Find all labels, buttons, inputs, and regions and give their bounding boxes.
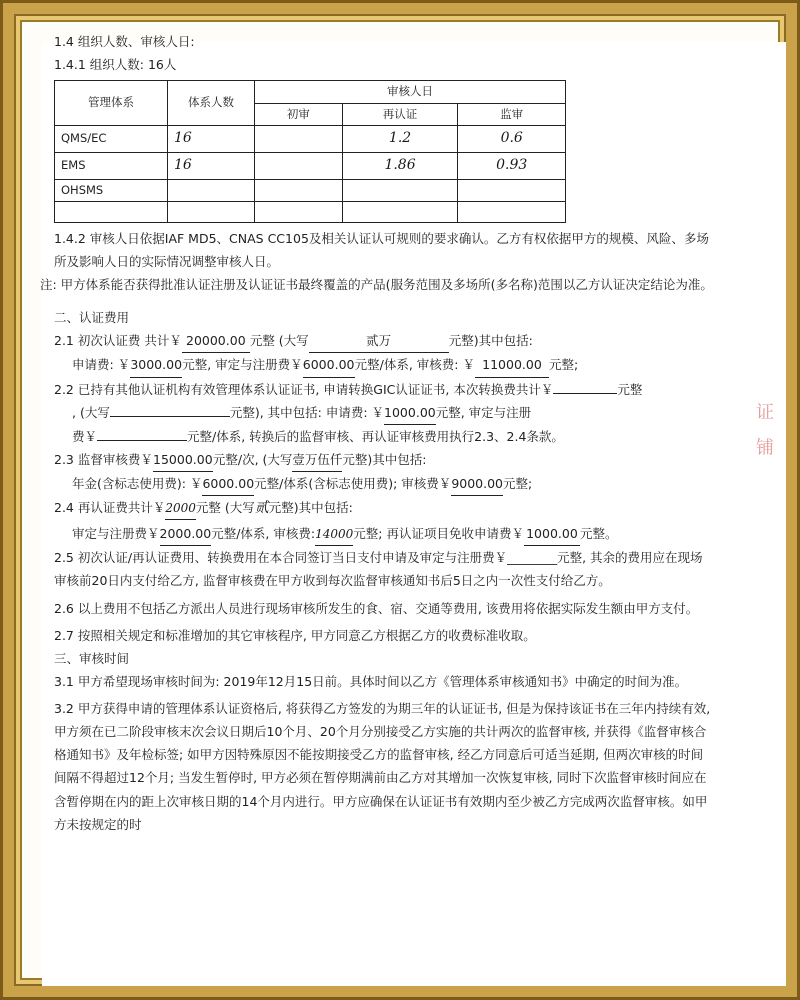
cell-initial xyxy=(255,201,343,222)
filled-value: 11000.00 xyxy=(475,353,549,377)
paragraph-2-3-detail xyxy=(54,472,714,496)
filled-value: 壹万伍仟 xyxy=(292,448,342,472)
text: 元整 (大写 xyxy=(195,500,255,516)
cell-initial xyxy=(255,125,343,152)
th-recert: 再认证 xyxy=(342,103,458,125)
blank-field xyxy=(110,416,230,417)
text: 元整/体系, 转换后的监督审核、再认证审核费用执行2.3、2.4条款。 xyxy=(187,428,564,444)
paragraph-3-2: 3.2 甲方获得申请的管理体系认证资格后, 将获得乙方签发的为期三年的认证证书, 但是为保持该证书在三年内持续有效, 甲方须在已二阶段审核末次会议日期后10个月、20个月分别接受乙方实施的共计两次的监督审核, 并获得《监督审核合格通知书》及年检标签; 如甲方因特殊原因不能按期接受乙方的监督审核, 经乙方同意后可适当延期, 但两次审核的时间间隔不得超过12个月; 当发生暂停时, 甲方必须在暂停期满前由乙方对其增加一次恢复审核, 同时下次监督审核时间应在含暂停期在内的距上次审核日期的14个月内进行。甲方应确保在认证证书有效期内至少被乙方完成两次监督审核。如甲方未按规定的时 xyxy=(54,701,711,832)
handwritten-value: 贰 xyxy=(254,500,269,517)
cell-count: 16 xyxy=(168,125,255,152)
text: 元整 xyxy=(617,381,643,397)
note-paragraph: 注: 甲方体系能否获得批准认证注册及认证证书最终覆盖的产品(服务范围及多场所(多名称)范围以乙方认证决定结论为准。 xyxy=(40,277,713,293)
paragraph-2-1-detail xyxy=(54,353,714,377)
text: 元整/次, (大写 xyxy=(212,451,293,467)
th-surveillance: 监审 xyxy=(458,103,566,125)
cell-recert xyxy=(342,201,458,222)
text: 元整, 审定与注册 xyxy=(435,404,532,420)
cell-system: QMS/EC xyxy=(55,125,168,152)
filled-value: 9000.00 xyxy=(451,472,503,496)
filled-value: 2000.00 xyxy=(160,522,212,546)
handwritten-value: 14000 xyxy=(315,523,353,546)
text: 申请费: ￥ xyxy=(72,357,131,373)
cell-recert: 1.2 xyxy=(342,125,458,152)
paragraph-2-4-detail xyxy=(54,522,714,546)
cell-system: EMS xyxy=(55,152,168,179)
table-row xyxy=(55,201,566,222)
blank-field xyxy=(97,440,187,441)
paragraph-2-6: 2.6 以上费用不包括乙方派出人员进行现场审核所发生的食、宿、交通等费用, 该费用将依据实际发生额由甲方支付。 xyxy=(54,600,699,616)
cell-surveillance: 0.6 xyxy=(458,125,566,152)
cell-initial xyxy=(255,152,343,179)
th-management-system: 管理体系 xyxy=(55,81,168,126)
table-row xyxy=(55,179,566,201)
paragraph-1-4-2: 1.4.2 审核人日依据IAF MD5、CNAS CC105及相关认证认可规则的要求确认。乙方有权依据甲方的规模、风险、多场所及影响人日的实际情况调整审核人日。 xyxy=(54,230,709,269)
filled-value: 6000.00 xyxy=(303,353,355,377)
filled-value: 6000.00 xyxy=(202,472,254,496)
handwritten-value: 2000 xyxy=(165,497,196,520)
text: 2.1 初次认证费 共计￥ xyxy=(54,333,182,349)
text: 元整; xyxy=(503,476,533,492)
cell-system: OHSMS xyxy=(55,179,168,201)
text: 年金(含标志使用费): ￥ xyxy=(72,476,203,492)
paragraph-2-2-detail xyxy=(54,401,714,425)
cell-system xyxy=(55,201,168,222)
cell-recert xyxy=(342,179,458,201)
text: 元整; 再认证项目免收申请费￥ xyxy=(353,526,524,542)
cell-surveillance xyxy=(458,201,566,222)
text: 费￥ xyxy=(72,428,98,444)
paragraph-2-1 xyxy=(54,329,714,353)
cell-surveillance xyxy=(458,179,566,201)
paragraph-2-3 xyxy=(54,448,714,472)
paragraph-2-2-tail xyxy=(54,425,714,448)
text: 元整, 审定与注册费￥ xyxy=(182,357,303,373)
text: 元整。 xyxy=(579,526,618,542)
text: , (大写 xyxy=(72,404,110,420)
cell-count xyxy=(168,201,255,222)
paragraph-2-2 xyxy=(54,378,714,401)
text: 审定与注册费￥ xyxy=(72,526,160,542)
text: 2.3 监督审核费￥ xyxy=(54,451,153,467)
cell-initial xyxy=(255,179,343,201)
filled-value: 1000.00 xyxy=(524,522,580,546)
audit-days-table xyxy=(54,80,566,223)
text: 元整)其中包括: xyxy=(448,333,533,349)
text: 元整/体系, 审核费: ￥ xyxy=(354,357,475,373)
filled-value: 贰万 xyxy=(309,329,449,353)
th-system-headcount: 体系人数 xyxy=(168,81,255,126)
text: 元整; xyxy=(548,357,579,373)
filled-value: 1000.00 xyxy=(384,401,436,425)
text: 2.4 再认证费共计￥ xyxy=(54,500,166,516)
paragraph-2-5: 2.5 初次认证/再认证费用、转换费用在本合同签订当日支付申请及审定与注册费￥________元整, 其余的费用应在现场审核前20日内支付给乙方, 监督审核费在甲方收到每次监督审核通知书后5日之内一次性支付给乙方。 xyxy=(54,550,703,589)
text: 元整)其中包括: xyxy=(342,451,427,467)
section-3-title: 三、审核时间 xyxy=(54,650,130,666)
text: 元整/体系, 审核费: xyxy=(211,526,316,542)
section-1-4-title: 1.4 组织人数、审核人日: xyxy=(54,34,195,49)
section-2-title: 二、认证费用 xyxy=(54,310,130,326)
section-1-4-1: 1.4.1 组织人数: 16人 xyxy=(54,57,177,73)
cell-count xyxy=(168,179,255,201)
text: 元整)其中包括: xyxy=(268,500,353,516)
table-row xyxy=(55,125,566,152)
paragraph-2-4 xyxy=(54,496,714,522)
cell-surveillance: 0.93 xyxy=(458,152,566,179)
cell-recert: 1.86 xyxy=(342,152,458,179)
table-row xyxy=(55,152,566,179)
blank-field xyxy=(553,393,617,394)
filled-value: 20000.00 xyxy=(182,329,250,353)
text: 元整 (大写 xyxy=(249,333,309,349)
red-seal-fragment: 证 铺 xyxy=(753,402,774,462)
filled-value: 3000.00 xyxy=(130,353,182,377)
paragraph-3-1: 3.1 甲方希望现场审核时间为: 2019年12月15日前。具体时间以乙方《管理体系审核通知书》中确定的时间为准。 xyxy=(54,673,688,689)
th-initial: 初审 xyxy=(255,103,343,125)
text: 元整/体系(含标志使用费); 审核费￥ xyxy=(254,476,452,492)
text: 2.2 已持有其他认证机构有效管理体系认证证书, 申请转换GIC认证证书, 本次转换费共计￥ xyxy=(54,381,554,397)
filled-value: 15000.00 xyxy=(153,448,213,472)
cell-count: 16 xyxy=(168,152,255,179)
document-body xyxy=(40,30,714,836)
text: 元整), 其中包括: 申请费: ￥ xyxy=(229,404,385,420)
th-audit-days: 审核人日 xyxy=(255,81,566,103)
paragraph-2-7: 2.7 按照相关规定和标准增加的其它审核程序, 甲方同意乙方根据乙方的收费标准收取。 xyxy=(54,627,536,643)
